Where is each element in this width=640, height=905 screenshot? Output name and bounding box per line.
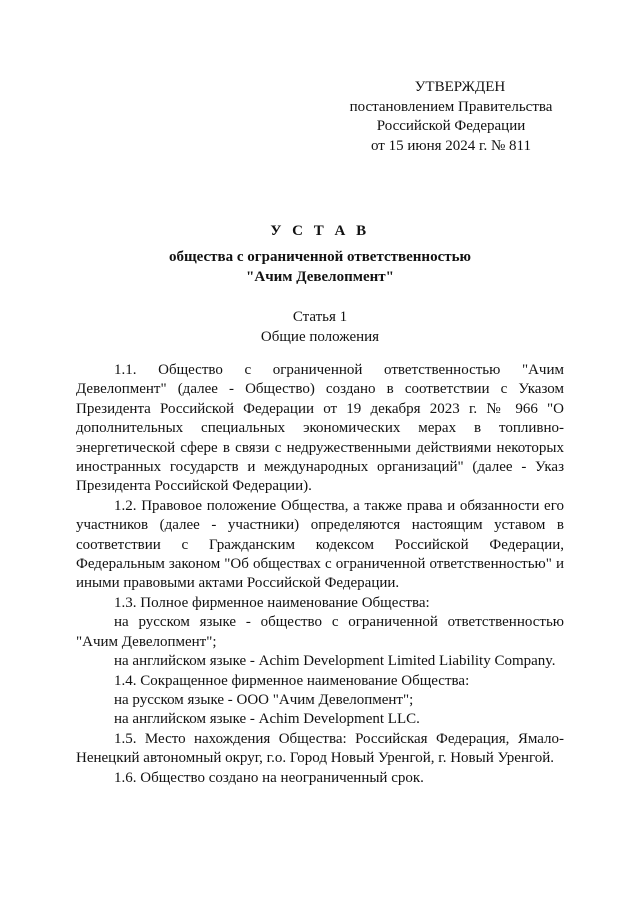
approval-block [330, 78, 572, 156]
charter-title: У С Т А В [270, 223, 370, 239]
approval-title: УТВЕРЖДЕН [414, 79, 506, 95]
paragraph-1-3: 1.3. Полное фирменное наименование Общества: [114, 594, 430, 611]
paragraph-1-3-english-name: на английском языке - Achim Development Limited Liability Company. [114, 653, 556, 670]
paragraph-1-4-english-name: на английском языке - Achim Development LLC. [114, 711, 420, 728]
paragraph-1-2: 1.2. Правовое положение Общества, а также права и обязанности его участников (далее - участники) определяются настоящим уставом в соответствии с Гражданским кодексом Российской Федерации, Федеральным законом "Об обществах с ограниченной ответственностью" и иными правовыми актами Российской Федерации. [76, 497, 564, 592]
paragraph-1-4: 1.4. Сокращенное фирменное наименование Общества: [114, 672, 470, 689]
paragraph-1-1: 1.1. Общество с ограниченной ответственностью "Ачим Девелопмент" (далее - Общество) создано в соответствии с Указом Президента Российской Федерации от 19 декабря 2023 г. № 966 "О дополнительных специальных экономических мерах в топливно-энергетической сфере в связи с недружественными действиями некоторых иностранных государств и международных организаций" (далее - Указ Президента Российской Федерации). [76, 362, 564, 495]
approval-line-1: постановлением Правительства [349, 98, 553, 115]
article-heading [0, 308, 640, 347]
paragraph-1-4-russian-name: на русском языке - ООО "Ачим Девелопмент"; [114, 691, 414, 708]
article-name: Общие положения [260, 328, 380, 345]
charter-subtitle-line-2: "Ачим Девелопмент" [246, 269, 394, 285]
charter-heading [0, 221, 640, 287]
paragraph-1-5: 1.5. Место нахождения Общества: Российская Федерация, Ямало-Ненецкий автономный округ, г.о. Город Новый Уренгой, г. Новый Уренгой. [76, 730, 564, 767]
approval-line-2: Российской Федерации [376, 118, 526, 134]
paragraph-1-6: 1.6. Общество создано на неограниченный срок. [114, 769, 424, 786]
charter-subtitle-line-1: общества с ограниченной ответственностью [169, 249, 471, 265]
paragraph-1-3-russian-name: на русском языке - общество с ограниченной ответственностью "Ачим Девелопмент"; [76, 614, 564, 650]
approval-line-3: от 15 июня 2024 г. № 811 [371, 137, 531, 154]
article-number: Статья 1 [292, 309, 348, 325]
charter-subtitle [0, 247, 640, 287]
article-body [76, 361, 564, 788]
